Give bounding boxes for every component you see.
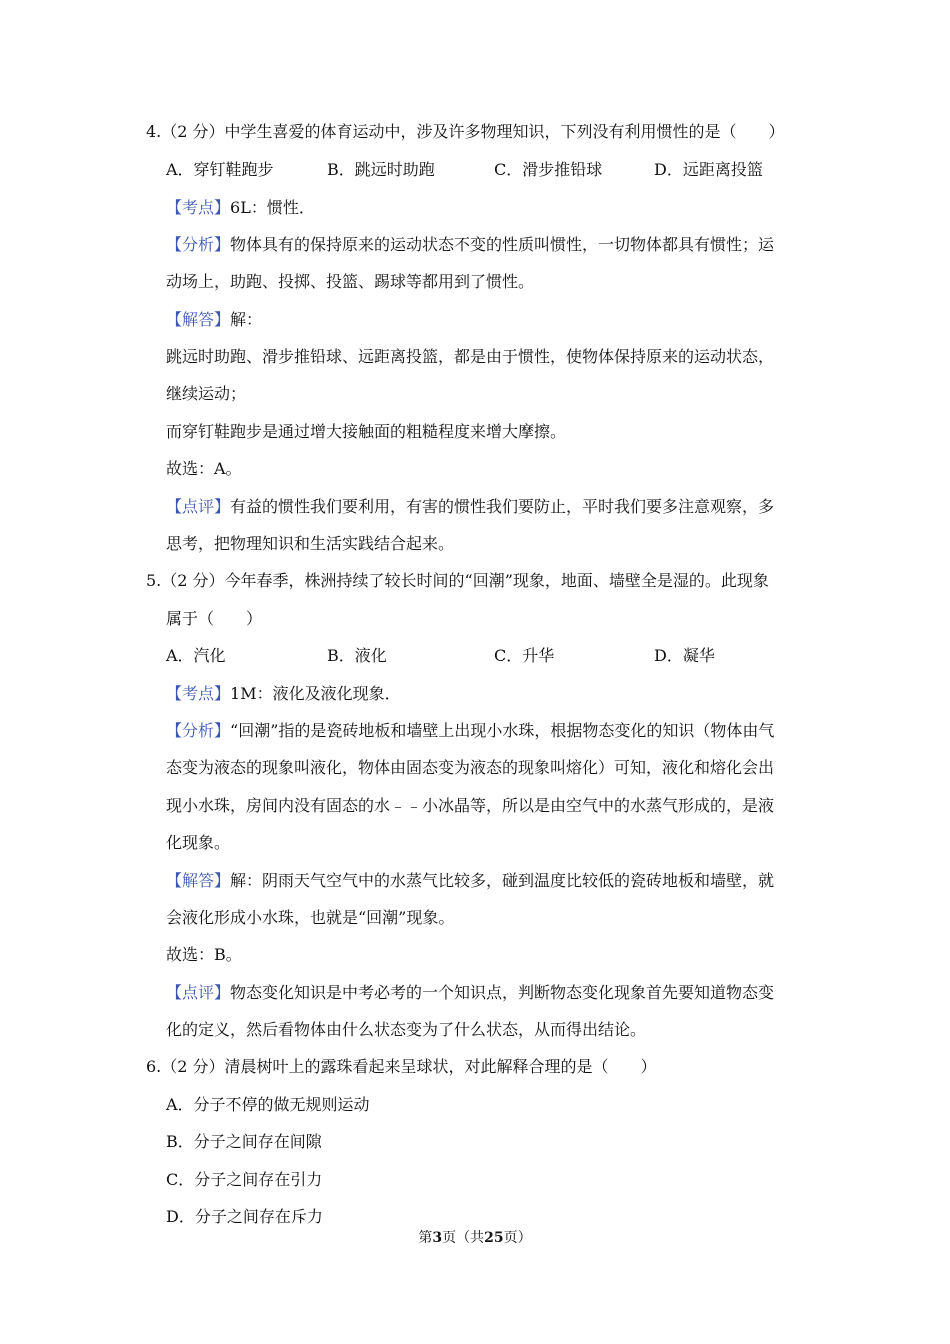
kaodian-text: 1M：液化及液化现象．	[230, 684, 401, 703]
footer-prefix: 第	[418, 1230, 433, 1246]
q6-stem: 6.（2 分）清晨树叶上的露珠看起来呈球状，对此解释合理的是（ ）	[146, 1057, 657, 1076]
jieda-text: 解：	[230, 310, 263, 329]
q6-option-d: D．分子之间存在斥力	[166, 1207, 323, 1226]
q5-kaodian	[166, 684, 401, 704]
q4-body-3: 而穿钉鞋跑步是通过增大接触面的粗糙程度来增大摩擦。	[166, 422, 567, 441]
dianping-tag: 【点评】	[166, 983, 231, 1002]
q4-stem: 4.（2 分）中学生喜爱的体育运动中，涉及许多物理知识，下列没有利用惯性的是（ ）	[146, 122, 785, 141]
q5-stem: 5.（2 分）今年春季，株洲持续了较长时间的“回潮”现象，地面、墙壁全是湿的。此现象	[146, 571, 769, 590]
page-number: 3	[432, 1230, 443, 1246]
q5-stem-cont: 属于（ ）	[166, 609, 263, 628]
fenxi-tag: 【分析】	[166, 235, 231, 254]
q5-option-b: B．液化	[327, 646, 387, 665]
fenxi-tag: 【分析】	[166, 721, 231, 740]
page-footer	[0, 1229, 950, 1247]
q5-fenxi-cont-3: 化现象。	[166, 833, 231, 852]
q4-answer: 故选：A。	[166, 459, 242, 478]
dianping-tag: 【点评】	[166, 497, 231, 516]
q6-option-b: B．分子之间存在间隙	[166, 1132, 322, 1151]
q6-option-c: C．分子之间存在引力	[166, 1170, 323, 1189]
q5-option-a: A．汽化	[166, 646, 226, 665]
q4-dianping	[166, 497, 774, 517]
q4-option-d: D．远距离投篮	[654, 160, 763, 179]
dianping-text: 有益的惯性我们要利用，有害的惯性我们要防止，平时我们要多注意观察，多	[230, 497, 775, 516]
fenxi-text: 物体具有的保持原来的运动状态不变的性质叫惯性，一切物体都具有惯性；运	[230, 235, 775, 254]
kaodian-tag: 【考点】	[166, 684, 231, 703]
q5-fenxi-cont-1: 态变为液态的现象叫液化，物体由固态变为液态的现象叫熔化）可知，液化和熔化会出	[166, 758, 775, 777]
q5-jieda	[166, 871, 774, 891]
q4-fenxi	[166, 235, 774, 255]
q4-dianping-cont: 思考，把物理知识和生活实践结合起来。	[166, 534, 455, 553]
q5-jieda-cont: 会液化形成小水珠，也就是“回潮”现象。	[166, 908, 455, 927]
kaodian-text: 6L：惯性．	[230, 198, 315, 217]
q6-option-a: A．分子不停的做无规则运动	[166, 1095, 370, 1114]
q5-fenxi-cont-2: 现小水珠，房间内没有固态的水﹣﹣小冰晶等，所以是由空气中的水蒸气形成的，是液	[166, 796, 775, 815]
jieda-text: 解：阴雨天气空气中的水蒸气比较多，碰到温度比较低的瓷砖地板和墙壁，就	[230, 871, 775, 890]
q5-dianping-cont: 化的定义，然后看物体由什么状态变为了什么状态，从而得出结论。	[166, 1020, 647, 1039]
q4-option-a: A．穿钉鞋跑步	[166, 160, 274, 179]
footer-mid: 页（共	[442, 1230, 485, 1246]
total-pages: 25	[484, 1230, 504, 1246]
q4-body-2: 继续运动；	[166, 384, 247, 403]
q5-dianping	[166, 983, 774, 1003]
q5-option-c: C．升华	[494, 646, 555, 665]
q4-kaodian	[166, 198, 315, 218]
q4-jieda	[166, 310, 262, 330]
jieda-tag: 【解答】	[166, 871, 231, 890]
dianping-text: 物态变化知识是中考必考的一个知识点，判断物态变化现象首先要知道物态变	[230, 983, 775, 1002]
kaodian-tag: 【考点】	[166, 198, 231, 217]
fenxi-text: “回潮”指的是瓷砖地板和墙壁上出现小水珠，根据物态变化的知识（物体由气	[230, 721, 775, 740]
q5-option-d: D．凝华	[654, 646, 715, 665]
q5-fenxi	[166, 721, 774, 741]
q4-option-b: B．跳远时助跑	[327, 160, 435, 179]
q4-option-c: C．滑步推铅球	[494, 160, 603, 179]
q5-answer: 故选：B。	[166, 945, 242, 964]
q4-body-1: 跳远时助跑、滑步推铅球、远距离投篮，都是由于惯性，使物体保持原来的运动状态，	[166, 347, 775, 366]
footer-suffix: 页）	[503, 1230, 532, 1246]
jieda-tag: 【解答】	[166, 310, 231, 329]
q4-fenxi-cont: 动场上，助跑、投掷、投篮、踢球等都用到了惯性。	[166, 272, 535, 291]
